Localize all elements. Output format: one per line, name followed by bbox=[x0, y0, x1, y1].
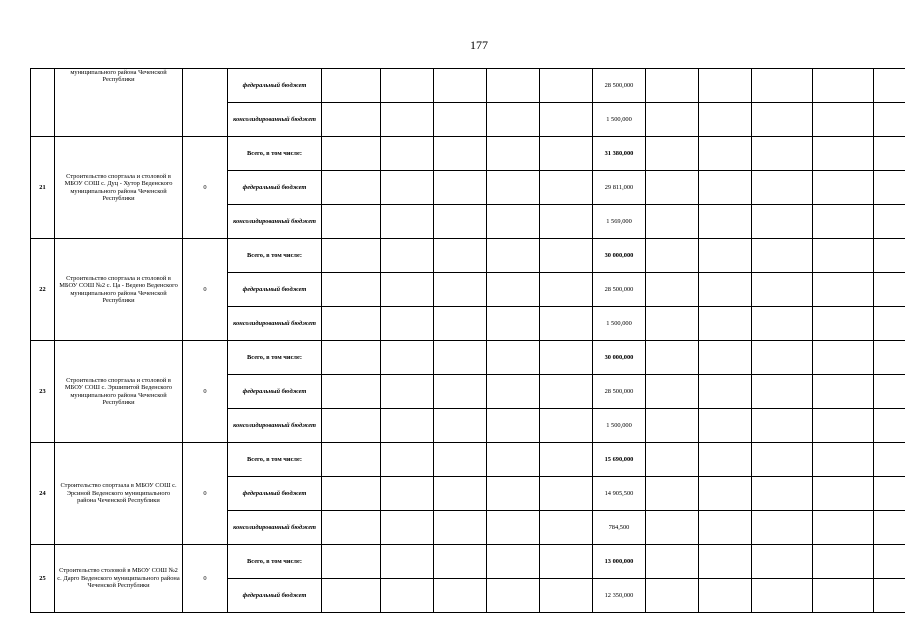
funding-type: Всего, в том числе: bbox=[228, 443, 322, 477]
empty-cell bbox=[699, 579, 752, 613]
empty-cell bbox=[487, 375, 540, 409]
empty-cell bbox=[434, 103, 487, 137]
empty-cell bbox=[813, 579, 874, 613]
project-name: Строительство спортзала в МБОУ СОШ с. Эрсиной Веденского муниципального района Чеченской Республики bbox=[55, 443, 183, 545]
project-name: Строительство спортзала и столовой в МБОУ СОШ с. Дуц - Хутор Веденского муниципального района Чеченской Республики bbox=[55, 137, 183, 239]
empty-cell bbox=[322, 239, 381, 273]
empty-cell bbox=[381, 375, 434, 409]
empty-cell bbox=[646, 511, 699, 545]
empty-cell bbox=[646, 69, 699, 103]
empty-cell bbox=[646, 171, 699, 205]
empty-cell bbox=[540, 171, 593, 205]
empty-cell bbox=[699, 171, 752, 205]
project-code: 0 bbox=[183, 443, 228, 545]
empty-cell bbox=[874, 511, 905, 545]
empty-cell bbox=[874, 69, 905, 103]
empty-cell bbox=[540, 579, 593, 613]
empty-cell bbox=[646, 103, 699, 137]
empty-cell bbox=[752, 307, 813, 341]
empty-cell bbox=[874, 579, 905, 613]
amount-value: 30 000,000 bbox=[593, 239, 646, 273]
empty-cell bbox=[813, 375, 874, 409]
empty-cell bbox=[487, 545, 540, 579]
empty-cell bbox=[322, 409, 381, 443]
empty-cell bbox=[540, 545, 593, 579]
funding-type: консолидированный бюджет bbox=[228, 511, 322, 545]
empty-cell bbox=[874, 375, 905, 409]
empty-cell bbox=[699, 443, 752, 477]
row-number: 25 bbox=[31, 545, 55, 613]
project-code: 0 bbox=[183, 239, 228, 341]
empty-cell bbox=[813, 511, 874, 545]
empty-cell bbox=[381, 171, 434, 205]
empty-cell bbox=[434, 69, 487, 103]
empty-cell bbox=[434, 579, 487, 613]
empty-cell bbox=[540, 477, 593, 511]
funding-type: консолидированный бюджет bbox=[228, 409, 322, 443]
empty-cell bbox=[540, 341, 593, 375]
empty-cell bbox=[752, 511, 813, 545]
empty-cell bbox=[381, 443, 434, 477]
table-row bbox=[31, 239, 905, 273]
table-row bbox=[31, 341, 905, 375]
empty-cell bbox=[540, 511, 593, 545]
amount-value: 15 690,000 bbox=[593, 443, 646, 477]
empty-cell bbox=[699, 409, 752, 443]
row-number: 22 bbox=[31, 239, 55, 341]
empty-cell bbox=[813, 477, 874, 511]
empty-cell bbox=[434, 341, 487, 375]
empty-cell bbox=[813, 69, 874, 103]
empty-cell bbox=[381, 307, 434, 341]
empty-cell bbox=[540, 409, 593, 443]
empty-cell bbox=[646, 375, 699, 409]
empty-cell bbox=[874, 443, 905, 477]
empty-cell bbox=[813, 341, 874, 375]
empty-cell bbox=[540, 375, 593, 409]
empty-cell bbox=[874, 239, 905, 273]
empty-cell bbox=[322, 545, 381, 579]
empty-cell bbox=[699, 477, 752, 511]
empty-cell bbox=[322, 205, 381, 239]
amount-value: 1 500,000 bbox=[593, 307, 646, 341]
empty-cell bbox=[381, 579, 434, 613]
empty-cell bbox=[752, 69, 813, 103]
empty-cell bbox=[646, 477, 699, 511]
empty-cell bbox=[322, 375, 381, 409]
empty-cell bbox=[487, 137, 540, 171]
empty-cell bbox=[874, 205, 905, 239]
amount-value: 30 000,000 bbox=[593, 341, 646, 375]
empty-cell bbox=[699, 307, 752, 341]
empty-cell bbox=[381, 545, 434, 579]
empty-cell bbox=[874, 477, 905, 511]
row-number bbox=[31, 69, 55, 137]
empty-cell bbox=[322, 307, 381, 341]
funding-type: Всего, в том числе: bbox=[228, 137, 322, 171]
empty-cell bbox=[699, 205, 752, 239]
empty-cell bbox=[487, 409, 540, 443]
empty-cell bbox=[813, 443, 874, 477]
empty-cell bbox=[699, 511, 752, 545]
empty-cell bbox=[874, 103, 905, 137]
empty-cell bbox=[699, 103, 752, 137]
funding-type: Всего, в том числе: bbox=[228, 341, 322, 375]
empty-cell bbox=[322, 171, 381, 205]
empty-cell bbox=[752, 341, 813, 375]
empty-cell bbox=[752, 579, 813, 613]
empty-cell bbox=[381, 341, 434, 375]
empty-cell bbox=[540, 205, 593, 239]
empty-cell bbox=[322, 137, 381, 171]
funding-type: консолидированный бюджет bbox=[228, 103, 322, 137]
funding-type: консолидированный бюджет bbox=[228, 205, 322, 239]
empty-cell bbox=[646, 341, 699, 375]
empty-cell bbox=[322, 477, 381, 511]
empty-cell bbox=[381, 205, 434, 239]
empty-cell bbox=[540, 69, 593, 103]
empty-cell bbox=[540, 103, 593, 137]
row-number: 21 bbox=[31, 137, 55, 239]
table-row bbox=[31, 545, 905, 579]
empty-cell bbox=[813, 307, 874, 341]
empty-cell bbox=[699, 545, 752, 579]
empty-cell bbox=[434, 443, 487, 477]
empty-cell bbox=[434, 375, 487, 409]
empty-cell bbox=[434, 477, 487, 511]
empty-cell bbox=[381, 69, 434, 103]
empty-cell bbox=[487, 273, 540, 307]
amount-value: 12 350,000 bbox=[593, 579, 646, 613]
table-row bbox=[31, 443, 905, 477]
empty-cell bbox=[487, 205, 540, 239]
empty-cell bbox=[752, 409, 813, 443]
project-name: Строительство спортзала и столовой в МБОУ СОШ №2 с. Ца - Ведено Веденского муниципального района Чеченской Республики bbox=[55, 239, 183, 341]
empty-cell bbox=[874, 341, 905, 375]
empty-cell bbox=[646, 409, 699, 443]
amount-value: 31 380,000 bbox=[593, 137, 646, 171]
empty-cell bbox=[646, 137, 699, 171]
empty-cell bbox=[752, 205, 813, 239]
amount-value: 14 905,500 bbox=[593, 477, 646, 511]
empty-cell bbox=[381, 409, 434, 443]
empty-cell bbox=[434, 137, 487, 171]
empty-cell bbox=[487, 239, 540, 273]
empty-cell bbox=[813, 545, 874, 579]
amount-value: 784,500 bbox=[593, 511, 646, 545]
empty-cell bbox=[752, 137, 813, 171]
empty-cell bbox=[322, 69, 381, 103]
empty-cell bbox=[434, 307, 487, 341]
amount-value: 28 500,000 bbox=[593, 375, 646, 409]
empty-cell bbox=[752, 375, 813, 409]
empty-cell bbox=[813, 239, 874, 273]
empty-cell bbox=[381, 273, 434, 307]
empty-cell bbox=[381, 103, 434, 137]
budget-table-body bbox=[31, 69, 905, 613]
empty-cell bbox=[322, 341, 381, 375]
amount-value: 29 811,000 bbox=[593, 171, 646, 205]
empty-cell bbox=[813, 409, 874, 443]
empty-cell bbox=[487, 307, 540, 341]
empty-cell bbox=[752, 477, 813, 511]
page-number: 177 bbox=[470, 38, 488, 52]
empty-cell bbox=[540, 307, 593, 341]
empty-cell bbox=[646, 273, 699, 307]
empty-cell bbox=[540, 137, 593, 171]
empty-cell bbox=[752, 443, 813, 477]
empty-cell bbox=[487, 579, 540, 613]
budget-table bbox=[30, 68, 905, 613]
empty-cell bbox=[874, 137, 905, 171]
empty-cell bbox=[646, 443, 699, 477]
project-name: Строительство столовой в МБОУ СОШ №2 с. Дарго Веденского муниципального района Чеченской Республики bbox=[55, 545, 183, 613]
amount-value: 28 500,000 bbox=[593, 69, 646, 103]
row-number: 23 bbox=[31, 341, 55, 443]
empty-cell bbox=[434, 171, 487, 205]
empty-cell bbox=[487, 171, 540, 205]
empty-cell bbox=[646, 205, 699, 239]
project-code bbox=[183, 69, 228, 137]
empty-cell bbox=[487, 511, 540, 545]
funding-type: консолидированный бюджет bbox=[228, 307, 322, 341]
empty-cell bbox=[752, 273, 813, 307]
empty-cell bbox=[699, 69, 752, 103]
empty-cell bbox=[646, 239, 699, 273]
empty-cell bbox=[813, 273, 874, 307]
empty-cell bbox=[487, 103, 540, 137]
empty-cell bbox=[381, 137, 434, 171]
empty-cell bbox=[434, 409, 487, 443]
funding-type: федеральный бюджет bbox=[228, 171, 322, 205]
empty-cell bbox=[646, 579, 699, 613]
project-code: 0 bbox=[183, 341, 228, 443]
project-code: 0 bbox=[183, 545, 228, 613]
empty-cell bbox=[487, 69, 540, 103]
empty-cell bbox=[381, 239, 434, 273]
empty-cell bbox=[381, 511, 434, 545]
funding-type: Всего, в том числе: bbox=[228, 545, 322, 579]
empty-cell bbox=[874, 409, 905, 443]
empty-cell bbox=[540, 239, 593, 273]
empty-cell bbox=[540, 273, 593, 307]
empty-cell bbox=[434, 239, 487, 273]
table-row bbox=[31, 137, 905, 171]
empty-cell bbox=[322, 579, 381, 613]
funding-type: федеральный бюджет bbox=[228, 579, 322, 613]
empty-cell bbox=[752, 545, 813, 579]
empty-cell bbox=[322, 273, 381, 307]
amount-value: 1 500,000 bbox=[593, 409, 646, 443]
empty-cell bbox=[813, 137, 874, 171]
empty-cell bbox=[874, 307, 905, 341]
amount-value: 28 500,000 bbox=[593, 273, 646, 307]
project-code: 0 bbox=[183, 137, 228, 239]
project-name: муниципального района Чеченской Республики bbox=[55, 69, 183, 137]
empty-cell bbox=[752, 171, 813, 205]
empty-cell bbox=[487, 477, 540, 511]
empty-cell bbox=[813, 205, 874, 239]
empty-cell bbox=[434, 511, 487, 545]
empty-cell bbox=[646, 545, 699, 579]
empty-cell bbox=[434, 273, 487, 307]
empty-cell bbox=[434, 545, 487, 579]
empty-cell bbox=[699, 375, 752, 409]
project-name: Строительство спортзала и столовой в МБОУ СОШ с. Эршипитой Веденского муниципального района Чеченской Республики bbox=[55, 341, 183, 443]
empty-cell bbox=[540, 443, 593, 477]
empty-cell bbox=[874, 171, 905, 205]
empty-cell bbox=[813, 103, 874, 137]
empty-cell bbox=[381, 477, 434, 511]
funding-type: федеральный бюджет bbox=[228, 375, 322, 409]
row-number: 24 bbox=[31, 443, 55, 545]
empty-cell bbox=[874, 273, 905, 307]
table-row bbox=[31, 69, 905, 103]
empty-cell bbox=[487, 443, 540, 477]
empty-cell bbox=[646, 307, 699, 341]
empty-cell bbox=[699, 239, 752, 273]
amount-value: 1 569,000 bbox=[593, 205, 646, 239]
empty-cell bbox=[434, 205, 487, 239]
empty-cell bbox=[752, 239, 813, 273]
empty-cell bbox=[874, 545, 905, 579]
empty-cell bbox=[699, 137, 752, 171]
empty-cell bbox=[322, 511, 381, 545]
empty-cell bbox=[752, 103, 813, 137]
amount-value: 1 500,000 bbox=[593, 103, 646, 137]
funding-type: федеральный бюджет bbox=[228, 273, 322, 307]
empty-cell bbox=[699, 341, 752, 375]
empty-cell bbox=[813, 171, 874, 205]
empty-cell bbox=[322, 103, 381, 137]
funding-type: Всего, в том числе: bbox=[228, 239, 322, 273]
funding-type: федеральный бюджет bbox=[228, 69, 322, 103]
funding-type: федеральный бюджет bbox=[228, 477, 322, 511]
amount-value: 13 000,000 bbox=[593, 545, 646, 579]
empty-cell bbox=[322, 443, 381, 477]
empty-cell bbox=[699, 273, 752, 307]
empty-cell bbox=[487, 341, 540, 375]
